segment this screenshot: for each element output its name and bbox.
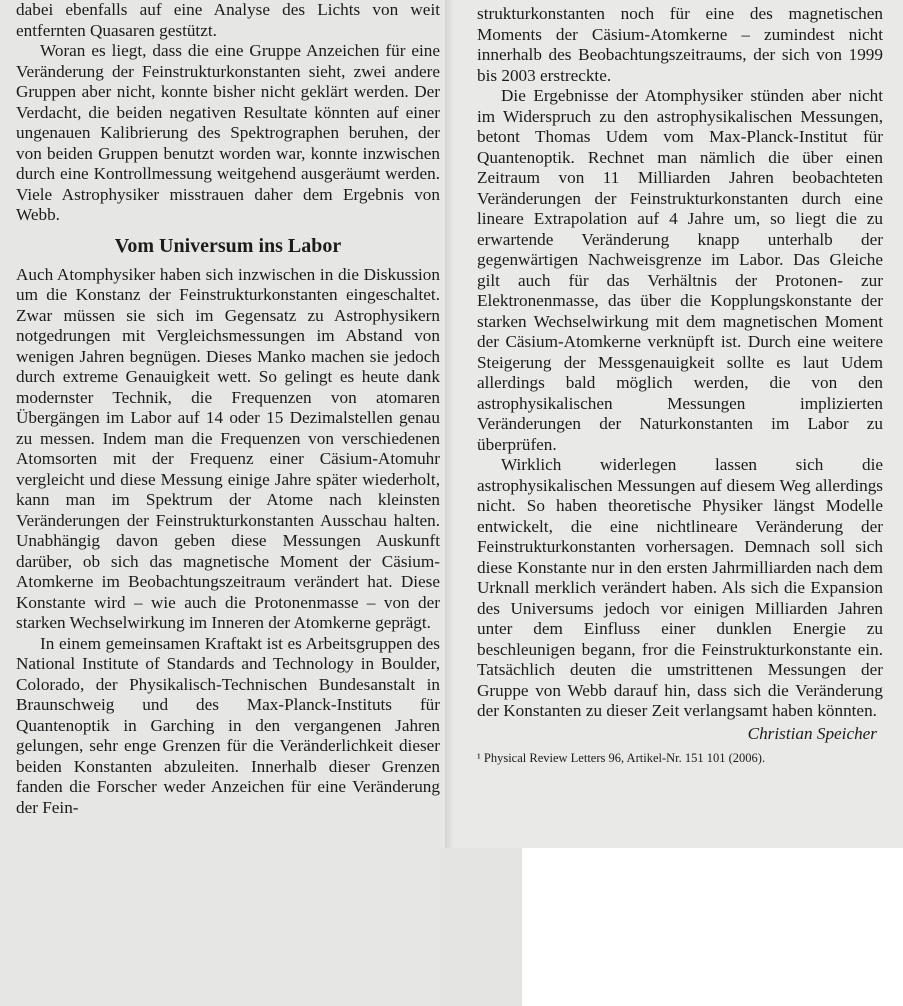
paragraph: Auch Atomphysiker haben sich inzwischen in die Diskussion um die Konstanz der Feinstrukturkonstanten eingeschaltet. Zwar müssen sie sich im Gegensatz zu Astrophysikern notgedrungen mit Vergleichsmessungen im Abstand von wenigen Jahren begnügen. Dieses Manko machen sie jedoch durch extreme Genauigkeit wett. So gelingt es heute dank modernster Technik, die Frequenzen von atomaren Übergängen im Labor auf 14 oder 15 Dezimalstellen genau zu messen. Indem man die Frequenzen von verschiedenen Atomsorten mit der Frequenz einer Cäsium-Atomuhr vergleicht und diese Messung einige Jahre später wiederholt, kann man im Spektrum der Atome nach kleinsten Veränderungen der Feinstrukturkonstanten Ausschau halten. Unabhängig davon geben diese Messungen Auskunft darüber, ob sich das magnetische Moment der Cäsium-Atomkerne im Beobachtungszeitraum verändert hat. Diese Konstante wird – wie auch die Protonenmasse – von der starken Wechselwirkung im Inneren der Atomkerne geprägt. [16,264,440,632]
left-text-column [16,0,440,818]
paragraph: Die Ergebnisse der Atomphysiker stünden aber nicht im Widerspruch zu den astrophysikalischen Messungen, betont Thomas Udem vom Max-Planck-Institut für Quantenoptik. Rechnet man nämlich die über einen Zeitraum von 11 Milliarden Jahren beobachteten Veränderungen der Feinstrukturkonstanten durch eine lineare Extrapolation auf 4 Jahre um, so liegt die zu erwartende Veränderung knapp unterhalb der gegenwärtigen Nachweisgrenze im Labor. Das Gleiche gilt auch für das Verhältnis der Protonen- zur Elektronenmasse, das über die Kopplungskonstante der starken Wechselwirkung mit dem magnetischen Moment der Cäsium-Atomkerne verknüpft ist. Durch eine weitere Steigerung der Messgenauigkeit sollte es laut Udem allerdings bald möglich werden, die von den astrophysikalischen Messungen implizierten Veränderungen der Naturkonstanten im Labor zu überprüfen. [477,86,883,454]
paragraph: dabei ebenfalls auf eine Analyse des Lichts von weit entfernten Quasaren gestützt. [16,0,440,40]
paragraph: Wirklich widerlegen lassen sich die astrophysikalischen Messungen auf diesem Weg allerdings nicht. So haben theoretische Physiker längst Modelle entwickelt, die eine nichtlineare Veränderung der Feinstrukturkonstanten vorhersagen. Demnach soll sich diese Konstante nur in den ersten Jahrmilliarden nach dem Urknall merklich verändert haben. Als sich die Expansion des Universums jedoch vor einigen Milliarden Jahren unter dem Einfluss einer dunklen Energie zu beschleunigen begann, fror die Feinstrukturkonstante ein. Tatsächlich deuten die umstrittenen Messungen der Gruppe von Webb darauf hin, dass sich die Veränderung der Konstanten zu dieser Zeit verlangsamt haben könnten. [477,455,883,720]
paragraph: strukturkonstanten noch für eine des magnetischen Moments der Cäsium-Atomkerne – zumindest nicht innerhalb des Beobachtungszeitraums, der sich von 1999 bis 2003 erstreckte. [477,4,883,85]
paper-fold-shadow [445,0,455,848]
right-text-column [477,4,883,766]
author-byline: Christian Speicher [747,723,877,743]
newspaper-clipping-edge [440,848,522,1006]
section-heading: Vom Universum ins Labor [114,234,342,257]
paragraph: Woran es liegt, dass die eine Gruppe Anzeichen für eine Veränderung der Feinstrukturkonstanten sieht, zwei andere Gruppen aber nicht, konnte bisher nicht geklärt werden. Der Verdacht, die beiden negativen Resultate könnten auf einer ungenauen Kalibrierung des Spektrographen beruhen, der von beiden Gruppen benutzt worden war, konnte inzwischen durch eine Kontrollmessung weitgehend ausgeräumt werden. Viele Astrophysiker misstrauen daher dem Ergebnis von Webb. [16,41,440,224]
paragraph: In einem gemeinsamen Kraftakt ist es Arbeitsgruppen des National Institute of Standards and Technology in Boulder, Colorado, der Physikalisch-Technischen Bundesanstalt in Braunschweig und des Max-Planck-Instituts für Quantenoptik in Garching in den vergangenen Jahren gelungen, sehr enge Grenzen für die Veränderlichkeit dieser beiden Konstanten abzuleiten. Innerhalb dieser Grenzen fanden die Forscher weder Anzeichen für eine Veränderung der Fein- [16,633,440,817]
footnote: ¹ Physical Review Letters 96, Artikel-Nr. 151 101 (2006). [477,751,766,765]
